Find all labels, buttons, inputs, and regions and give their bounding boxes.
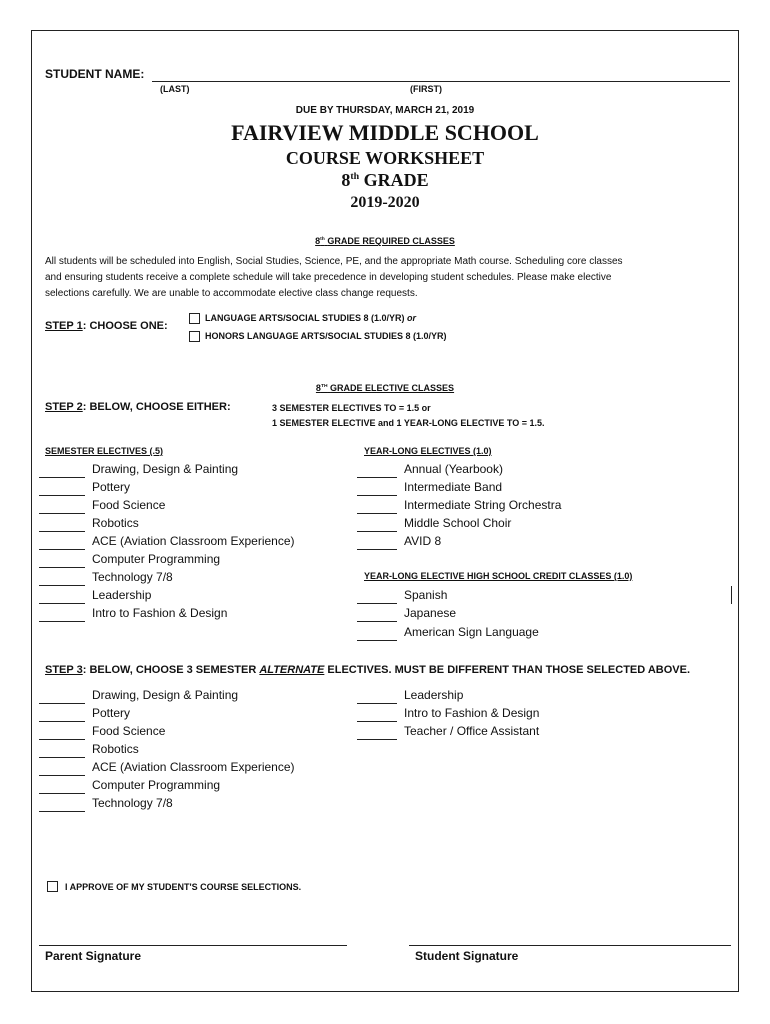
yearlong-item[interactable]: Intermediate String Orchestra: [357, 496, 561, 514]
approval-checkbox[interactable]: [47, 881, 58, 892]
text-cursor: [731, 586, 732, 604]
worksheet-title: COURSE WORKSHEET: [285, 148, 485, 168]
first-name-label: (FIRST): [410, 84, 442, 94]
alternate-item[interactable]: Intro to Fashion & Design: [357, 704, 539, 722]
semester-item[interactable]: Pottery: [39, 478, 130, 496]
worksheet-page: [31, 30, 739, 992]
alternate-item[interactable]: Drawing, Design & Painting: [39, 686, 238, 704]
semester-item[interactable]: Intro to Fashion & Design: [39, 604, 227, 622]
hs-credit-item[interactable]: Spanish: [357, 586, 447, 604]
semester-electives-heading: SEMESTER ELECTIVES (.5): [45, 446, 164, 456]
intro-line-2: and ensuring students receive a complete schedule will take precedence in developing student schedules. Please make elective: [45, 272, 612, 283]
elective-classes-heading: 8TH GRADE ELECTIVE CLASSES: [315, 383, 455, 393]
step2-rule-2: 1 SEMESTER ELECTIVE and 1 YEAR-LONG ELECTIVE TO = 1.5.: [272, 418, 545, 428]
alternate-item[interactable]: Food Science: [39, 722, 165, 740]
semester-item[interactable]: Computer Programming: [39, 550, 220, 568]
la-ss-option: LANGUAGE ARTS/SOCIAL STUDIES 8 (1.0/YR) or: [205, 313, 417, 323]
yearlong-item[interactable]: AVID 8: [357, 532, 441, 550]
step3-heading: STEP 3: BELOW, CHOOSE 3 SEMESTER ALTERNATE ELECTIVES. MUST BE DIFFERENT THAN THOSE SELECTED ABOVE.: [45, 664, 691, 676]
school-name: FAIRVIEW MIDDLE SCHOOL: [231, 120, 539, 145]
yearlong-item[interactable]: Middle School Choir: [357, 514, 511, 532]
required-classes-heading: 8th GRADE REQUIRED CLASSES: [315, 236, 455, 246]
alternate-item[interactable]: Pottery: [39, 704, 130, 722]
parent-signature-line[interactable]: [39, 945, 347, 946]
intro-line-3: selections carefully. We are unable to accommodate elective class change requests.: [45, 288, 418, 299]
semester-item[interactable]: Food Science: [39, 496, 165, 514]
hs-credit-item[interactable]: American Sign Language: [357, 623, 539, 641]
student-name-label: STUDENT NAME:: [45, 67, 145, 81]
alternate-item[interactable]: Technology 7/8: [39, 794, 173, 812]
parent-signature-label: Parent Signature: [45, 949, 142, 963]
step1-heading: STEP 1: CHOOSE ONE:: [45, 320, 168, 332]
semester-item[interactable]: Technology 7/8: [39, 568, 173, 586]
last-name-label: (LAST): [160, 84, 190, 94]
hs-credit-heading: YEAR-LONG ELECTIVE HIGH SCHOOL CREDIT CLASSES (1.0): [364, 571, 633, 581]
alternate-item[interactable]: Robotics: [39, 740, 139, 758]
semester-item[interactable]: Drawing, Design & Painting: [39, 460, 238, 478]
la-ss-checkbox[interactable]: [189, 313, 200, 324]
student-signature-line[interactable]: [409, 945, 731, 946]
honors-la-ss-checkbox[interactable]: [189, 331, 200, 342]
school-year: 2019-2020: [350, 194, 420, 211]
yearlong-item[interactable]: Annual (Yearbook): [357, 460, 503, 478]
honors-la-ss-option: HONORS LANGUAGE ARTS/SOCIAL STUDIES 8 (1.0/YR): [205, 331, 447, 341]
student-signature-label: Student Signature: [415, 949, 519, 963]
hs-credit-item[interactable]: Japanese: [357, 604, 456, 622]
due-date: DUE BY THURSDAY, MARCH 21, 2019: [295, 105, 475, 116]
alternate-item[interactable]: Leadership: [357, 686, 463, 704]
step2-heading: STEP 2: BELOW, CHOOSE EITHER:: [45, 401, 231, 413]
yearlong-item[interactable]: Intermediate Band: [357, 478, 502, 496]
student-name-field[interactable]: [152, 81, 730, 82]
semester-item[interactable]: Leadership: [39, 586, 151, 604]
semester-item[interactable]: Robotics: [39, 514, 139, 532]
intro-line-1: All students will be scheduled into English, Social Studies, Science, PE, and the appropriate Math course. Scheduling core classes: [45, 256, 623, 267]
grade-title: 8th GRADE: [341, 170, 429, 190]
alternate-item[interactable]: ACE (Aviation Classroom Experience): [39, 758, 295, 776]
step2-rule-1: 3 SEMESTER ELECTIVES TO = 1.5 or: [272, 403, 431, 413]
semester-item[interactable]: ACE (Aviation Classroom Experience): [39, 532, 295, 550]
alternate-item[interactable]: Teacher / Office Assistant: [357, 722, 539, 740]
approval-text: I APPROVE OF MY STUDENT'S COURSE SELECTIONS.: [65, 882, 302, 892]
yearlong-electives-heading: YEAR-LONG ELECTIVES (1.0): [364, 446, 492, 456]
alternate-item[interactable]: Computer Programming: [39, 776, 220, 794]
